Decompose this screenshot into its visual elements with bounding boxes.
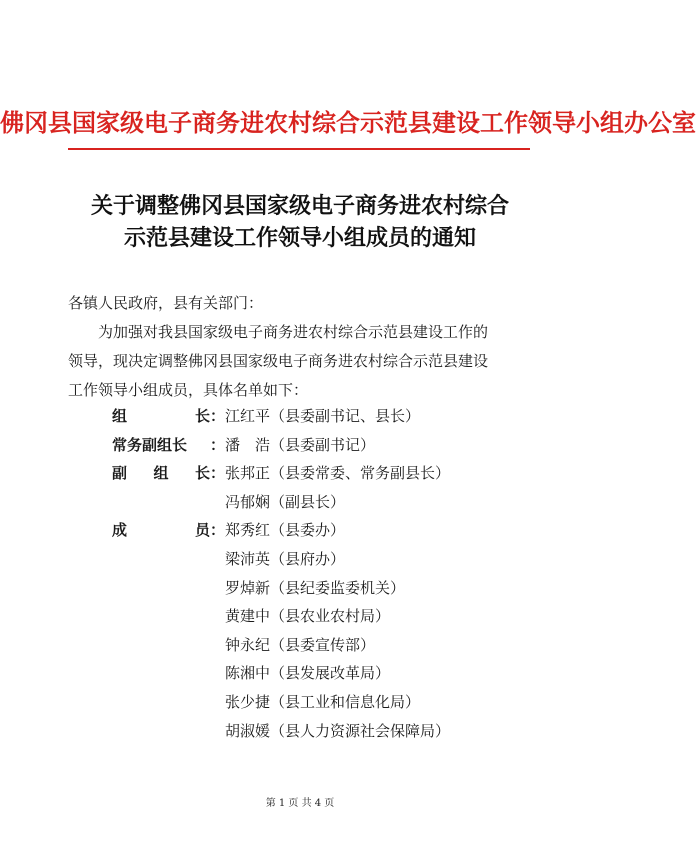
roster-row-member [112,659,552,688]
document-title-line-2: 示范县建设工作领导小组成员的通知 [123,225,476,251]
paragraph-line-1: 为加强对我县国家级电子商务进农村综合示范县建设工作的 [68,323,489,341]
member-entry: 黄建中（县农业农村局） [225,607,391,626]
role-label-exec-deputy: 常务副组长 [112,435,188,454]
role-label-leader [112,402,210,431]
role-label-deputy [112,459,210,488]
roster-row-exec-deputy [112,431,552,460]
roster-row-member [112,602,552,631]
paragraph-line-3: 工作领导小组成员，具体名单如下： [68,381,309,399]
roster-row-leader [112,402,552,431]
roster-row-member [112,631,552,660]
member-name [210,574,405,603]
role-char: 长 [194,464,210,483]
role-char: 员 [194,521,210,540]
deputy-name [210,459,450,488]
leader-entry: 江红平（县委副书记、县长） [225,407,421,425]
role-char: 组 [153,464,169,483]
red-header-rule [68,148,530,150]
member-entry: 罗焯新（县纪委监委机关） [225,578,406,597]
member-entry: 张少捷（县工业和信息化局） [225,692,421,711]
role-colon: ： [210,521,226,540]
role-colon: ： [210,435,226,454]
member-entry: 胡淑媛（县人力资源社会保障局） [225,721,451,740]
role-char: 成 [112,521,128,540]
exec-deputy-entry: 潘 浩（县委副书记） [225,435,376,454]
roster-row-member [112,688,552,717]
member-roster [112,402,552,745]
role-char: 组 [112,407,128,425]
body-paragraph [68,318,538,405]
member-name [210,602,390,631]
document-title [0,190,600,254]
member-name [210,516,345,545]
leader-name [210,402,420,431]
member-name [210,545,345,574]
roster-row-deputy [112,488,552,517]
member-entry: 钟永纪（县委宣传部） [225,635,376,654]
member-name [210,688,420,717]
member-entry: 梁沛英（县府办） [225,549,346,568]
member-name [210,717,450,746]
member-entry: 陈湘中（县发展改革局） [225,664,391,683]
member-name [210,659,390,688]
member-entry: 郑秀红（县委办） [225,521,346,540]
salutation: 各镇人民政府，县有关部门： [68,294,264,312]
issuing-office-header: 佛冈县国家级电子商务进农村综合示范县建设工作领导小组办公室 [0,108,696,137]
roster-row-member [112,717,552,746]
deputy-entry: 张邦正（县委常委、常务副县长） [225,464,451,483]
paragraph-line-2: 领导，现决定调整佛冈县国家级电子商务进农村综合示范县建设 [68,352,489,370]
roster-row-member [112,516,552,545]
role-colon: ： [210,464,226,483]
deputy-entry: 冯郁娴（副县长） [225,492,346,511]
exec-deputy-name [210,431,375,460]
role-char: 副 [112,464,128,483]
page-number: 第 1 页 共 4 页 [265,798,335,809]
role-colon: ： [210,407,226,425]
roster-row-member [112,545,552,574]
role-char: 长 [194,407,210,425]
role-label-member [112,516,210,545]
roster-row-deputy [112,459,552,488]
member-name [210,631,375,660]
roster-row-member [112,574,552,603]
document-title-line-1: 关于调整佛冈县国家级电子商务进农村综合 [90,193,509,219]
deputy-name [210,488,345,517]
